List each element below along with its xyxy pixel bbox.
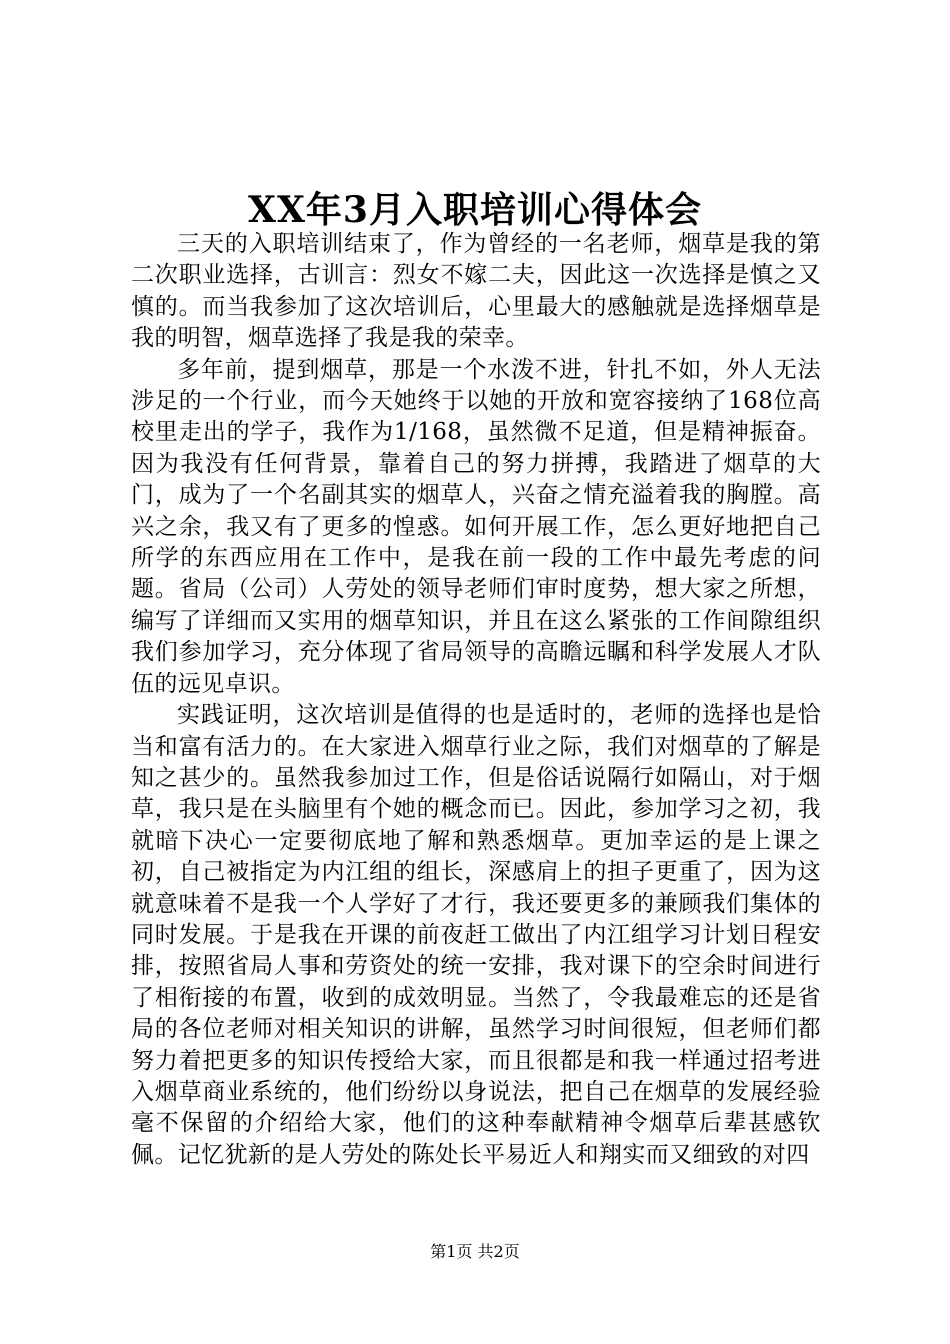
document-body bbox=[131, 229, 821, 1171]
document-title: XX年3月入职培训心得体会 bbox=[248, 189, 702, 231]
paragraph-1: 三天的入职培训结束了，作为曾经的一名老师，烟草是我的第二次职业选择，古训言：烈女不嫁二夫，因此这一次选择是慎之又慎的。而当我参加了这次培训后，心里最大的感触就是选择烟草是我的明智，烟草选择了我是我的荣幸。 bbox=[131, 231, 821, 352]
paragraph-3: 实践证明，这次培训是值得的也是适时的，老师的选择也是恰当和富有活力的。在大家进入烟草行业之际，我们对烟草的了解是知之甚少的。虽然我参加过工作，但是俗话说隔行如隔山，对于烟草，我只是在头脑里有个她的概念而已。因此，参加学习之初，我就暗下决心一定要彻底地了解和熟悉烟草。更加幸运的是上课之初，自己被指定为内江组的组长，深感肩上的担子更重了，因为这就意味着不是我一个人学好了才行，我还要更多的兼顾我们集体的同时发展。于是我在开课的前夜赶工做出了内江组学习计划日程安排，按照省局人事和劳资处的统一安排，我对课下的空余时间进行了相衔接的布置，收到的成效明显。当然了，令我最难忘的还是省局的各位老师对相关知识的讲解，虽然学习时间很短，但老师们都努力着把更多的知识传授给大家，而且很都是和我一样通过招考进入烟草商业系统的，他们纷纷以身说法，把自己在烟草的发展经验毫不保留的介绍给大家，他们的这种奉献精神令烟草后辈甚感钦佩。记忆犹新的是人劳处的陈处长平易近人和翔实而又细致的对四 bbox=[131, 702, 821, 1168]
page-number-footer: 第1页 共2页 bbox=[430, 1242, 520, 1261]
paragraph-2: 多年前，提到烟草，那是一个水泼不进，针扎不如，外人无法涉足的一个行业，而今天她终于以她的开放和宽容接纳了168位高校里走出的学子，我作为1/168，虽然微不足道，但是精神振奋。因为我没有任何背景，靠着自己的努力拼搏，我踏进了烟草的大门，成为了一个名副其实的烟草人，兴奋之情充溢着我的胸膛。高兴之余，我又有了更多的惶惑。如何开展工作，怎么更好地把自己所学的东西应用在工作中，是我在前一段的工作中最先考虑的问题。省局（公司）人劳处的领导老师们审时度势，想大家之所想，编写了详细而又实用的烟草知识，并且在这么紧张的工作间隙组织我们参加学习，充分体现了省局领导的高瞻远瞩和科学发展人才队伍的远见卓识。 bbox=[131, 356, 821, 697]
